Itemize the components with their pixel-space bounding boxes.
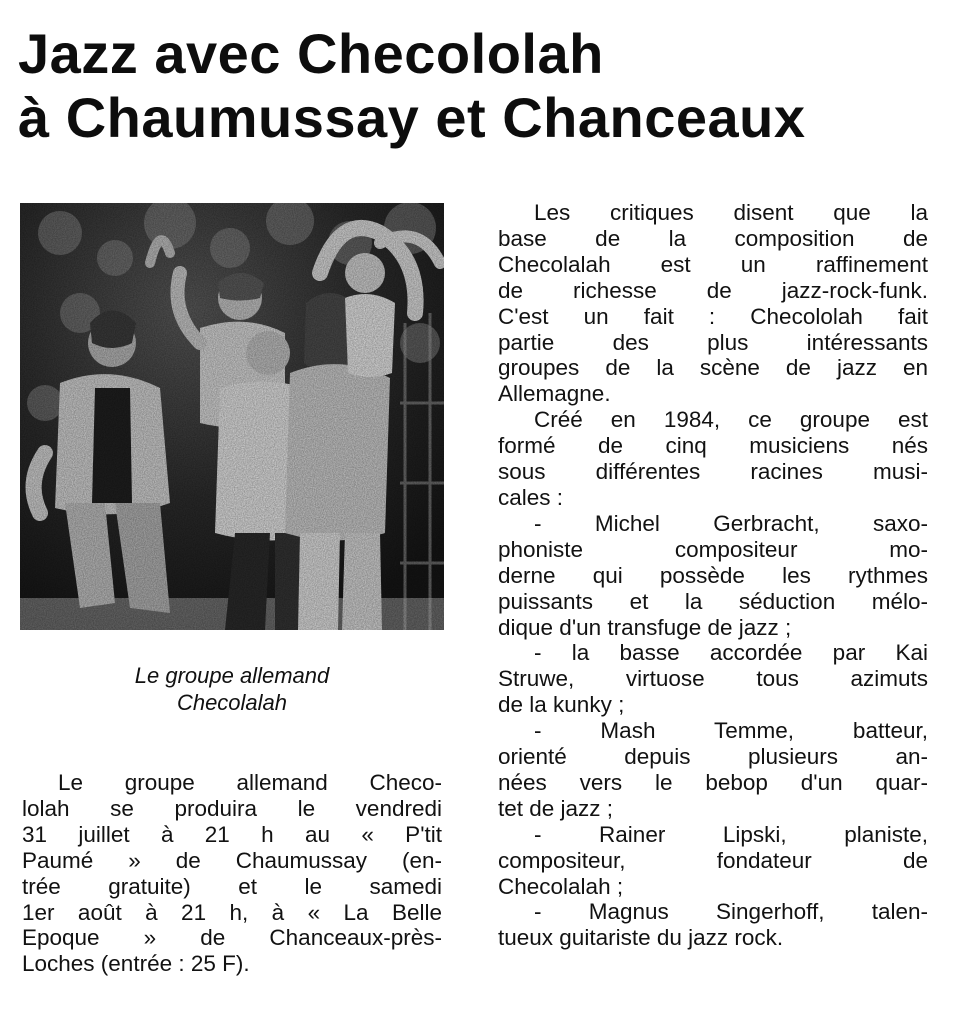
body-line: compositeur, fondateur de [498,847,928,873]
body-line: - Michel Gerbracht, saxo- [534,510,928,536]
body-line: de richesse de jazz-rock-funk. [498,277,928,303]
body-line: - Magnus Singerhoff, talen- [534,899,928,925]
body-line: de la kunky ; [498,692,625,718]
intro-line: 31 juillet à 21 h au « P'tit [22,821,442,847]
body-line: partie des plus intéressants [498,329,928,355]
intro-line: Epoque » de Chanceaux-près- [22,925,442,951]
article-headline [18,22,943,150]
band-photo [20,203,444,630]
intro-line: trée gratuite) et le samedi [22,873,442,899]
intro-line: Le groupe allemand Checo- [58,770,442,795]
intro-line: Paumé » de Chaumussay (en- [22,847,442,873]
caption-line-1: Le groupe allemand [134,663,330,688]
body-line: Checolalah ; [498,873,624,899]
headline-line-1: Jazz avec Checololah [18,22,604,85]
body-line: Créé en 1984, ce groupe est [534,407,928,433]
headline-line-2: à Chaumussay et Chanceaux [18,86,806,149]
intro-line: lolah se produira le vendredi [22,795,442,821]
body-line: derne qui possède les rythmes [498,562,928,588]
body-line: groupes de la scène de jazz en [498,355,928,381]
body-line: sous différentes racines musi- [498,459,928,485]
body-line: tet de jazz ; [498,795,614,821]
band-photo-image [20,203,444,630]
body-line: Struwe, virtuose tous azimuts [498,666,928,692]
body-line: Checolalah est un raffinement [498,251,928,277]
photo-caption [20,662,444,716]
body-line: - Mash Temme, batteur, [534,718,928,744]
intro-line: 1er août à 21 h, à « La Belle [22,899,442,925]
body-column [498,200,928,951]
body-line: tueux guitariste du jazz rock. [498,925,784,951]
body-line: phoniste compositeur mo- [498,536,928,562]
intro-line: Loches (entrée : 25 F). [22,951,250,977]
body-line: Allemagne. [498,381,611,407]
body-line: dique d'un transfuge de jazz ; [498,614,792,640]
body-line: formé de cinq musiciens nés [498,433,928,459]
body-line: - la basse accordée par Kai [534,640,928,666]
body-line: Les critiques disent que la [534,200,928,225]
body-line: - Rainer Lipski, planiste, [534,821,928,847]
body-line: orienté depuis plusieurs an- [498,744,928,770]
body-line: puissants et la séduction mélo- [498,588,928,614]
body-line: C'est un fait : Checololah fait [498,303,928,329]
body-line: cales : [498,484,564,510]
body-line: base de la composition de [498,225,928,251]
caption-line-2: Checolalah [176,690,288,715]
intro-paragraph [22,770,442,977]
body-line: nées vers le bebop d'un quar- [498,769,928,795]
